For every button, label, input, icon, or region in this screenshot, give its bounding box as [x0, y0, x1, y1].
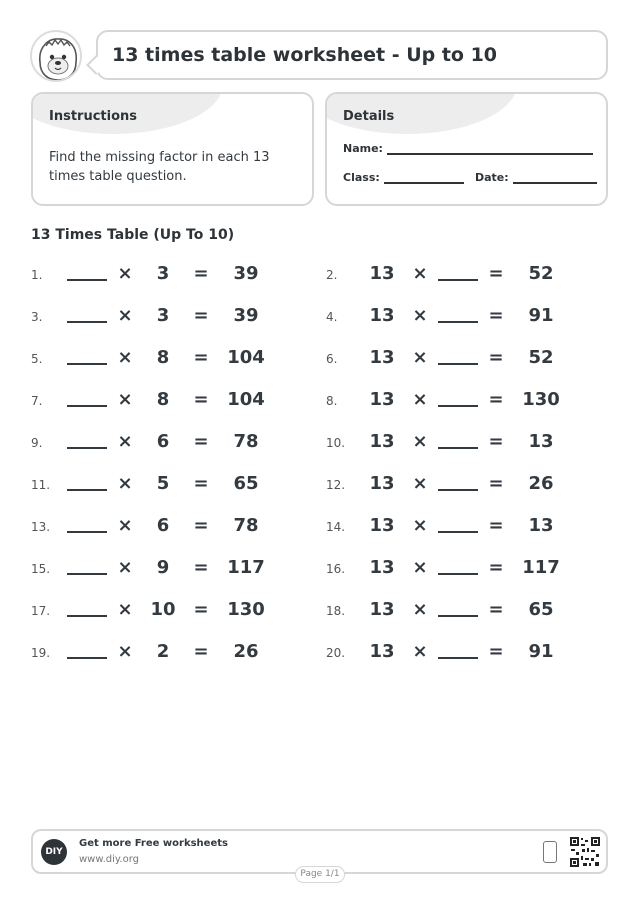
answer-blank[interactable]	[438, 615, 478, 617]
times-symbol: ×	[412, 557, 428, 578]
times-symbol: ×	[412, 389, 428, 410]
question-number: 1.	[31, 268, 43, 282]
equals-symbol: =	[193, 305, 209, 326]
page-title: 13 times table worksheet - Up to 10	[112, 44, 498, 66]
factor-b: 2	[156, 641, 170, 662]
question-number: 19.	[31, 646, 51, 660]
times-symbol: ×	[117, 305, 133, 326]
question-row	[31, 261, 311, 289]
times-symbol: ×	[117, 347, 133, 368]
product: 26	[233, 641, 259, 662]
question-number: 6.	[326, 352, 338, 366]
equals-symbol: =	[488, 641, 504, 662]
question-row	[326, 597, 606, 625]
times-symbol: ×	[412, 347, 428, 368]
answer-blank[interactable]	[438, 489, 478, 491]
factor-b: 3	[156, 305, 170, 326]
factor-a: 13	[369, 263, 395, 284]
answer-blank[interactable]	[67, 531, 107, 533]
equals-symbol: =	[488, 431, 504, 452]
question-number: 10.	[326, 436, 346, 450]
instructions-title: Instructions	[49, 109, 138, 124]
title-bubble	[96, 30, 608, 80]
times-symbol: ×	[117, 389, 133, 410]
name-line[interactable]	[387, 144, 593, 155]
answer-blank[interactable]	[67, 447, 107, 449]
question-row	[31, 387, 311, 415]
equals-symbol: =	[193, 431, 209, 452]
question-number: 3.	[31, 310, 43, 324]
product: 78	[233, 431, 259, 452]
factor-b: 8	[156, 389, 170, 410]
answer-blank[interactable]	[67, 573, 107, 575]
page-number: Page 1/1	[295, 866, 345, 883]
factor-a: 13	[369, 641, 395, 662]
question-number: 15.	[31, 562, 51, 576]
question-row	[326, 429, 606, 457]
answer-blank[interactable]	[67, 321, 107, 323]
question-number: 12.	[326, 478, 346, 492]
equals-symbol: =	[193, 515, 209, 536]
product: 117	[522, 557, 560, 578]
question-number: 14.	[326, 520, 346, 534]
answer-blank[interactable]	[438, 657, 478, 659]
question-number: 17.	[31, 604, 51, 618]
answer-blank[interactable]	[438, 531, 478, 533]
product: 65	[528, 599, 554, 620]
question-row	[326, 345, 606, 373]
factor-b: 8	[156, 347, 170, 368]
answer-blank[interactable]	[438, 447, 478, 449]
times-symbol: ×	[412, 431, 428, 452]
times-symbol: ×	[412, 263, 428, 284]
equals-symbol: =	[488, 515, 504, 536]
times-symbol: ×	[117, 431, 133, 452]
question-row	[31, 555, 311, 583]
question-row	[31, 345, 311, 373]
factor-b: 10	[150, 599, 176, 620]
answer-blank[interactable]	[67, 363, 107, 365]
product: 117	[227, 557, 265, 578]
equals-symbol: =	[488, 557, 504, 578]
answer-blank[interactable]	[438, 279, 478, 281]
equals-symbol: =	[488, 347, 504, 368]
footer-url[interactable]: www.diy.org	[79, 854, 139, 865]
question-number: 16.	[326, 562, 346, 576]
factor-b: 6	[156, 515, 170, 536]
question-row	[326, 555, 606, 583]
factor-a: 13	[369, 305, 395, 326]
equals-symbol: =	[488, 389, 504, 410]
answer-blank[interactable]	[67, 615, 107, 617]
equals-symbol: =	[193, 347, 209, 368]
answer-blank[interactable]	[438, 405, 478, 407]
question-row	[326, 387, 606, 415]
section-title: 13 Times Table (Up To 10)	[31, 227, 235, 243]
times-symbol: ×	[412, 641, 428, 662]
question-number: 13.	[31, 520, 51, 534]
product: 13	[528, 515, 554, 536]
question-number: 20.	[326, 646, 346, 660]
question-row	[326, 303, 606, 331]
times-symbol: ×	[117, 263, 133, 284]
equals-symbol: =	[488, 263, 504, 284]
product: 104	[227, 347, 265, 368]
factor-a: 13	[369, 389, 395, 410]
product: 91	[528, 641, 554, 662]
question-number: 7.	[31, 394, 43, 408]
times-symbol: ×	[412, 473, 428, 494]
times-symbol: ×	[117, 599, 133, 620]
class-field[interactable]	[343, 171, 464, 184]
question-number: 2.	[326, 268, 338, 282]
date-label: Date:	[475, 171, 509, 184]
times-symbol: ×	[117, 473, 133, 494]
factor-b: 6	[156, 431, 170, 452]
equals-symbol: =	[193, 263, 209, 284]
product: 104	[227, 389, 265, 410]
factor-a: 13	[369, 347, 395, 368]
question-row	[31, 429, 311, 457]
answer-blank[interactable]	[438, 363, 478, 365]
equals-symbol: =	[193, 599, 209, 620]
footer-title: Get more Free worksheets	[79, 838, 228, 849]
product: 52	[528, 263, 554, 284]
question-row	[31, 513, 311, 541]
product: 130	[522, 389, 560, 410]
times-symbol: ×	[412, 305, 428, 326]
instructions-card	[31, 92, 314, 206]
class-label: Class:	[343, 171, 380, 184]
details-card	[325, 92, 608, 206]
name-field[interactable]	[343, 142, 593, 155]
question-number: 9.	[31, 436, 43, 450]
question-row	[326, 513, 606, 541]
question-row	[31, 471, 311, 499]
question-row	[326, 639, 606, 667]
mascot-face-icon	[30, 30, 82, 82]
class-line[interactable]	[384, 173, 464, 184]
answer-blank[interactable]	[67, 405, 107, 407]
factor-b: 3	[156, 263, 170, 284]
answer-blank[interactable]	[67, 279, 107, 281]
phone-icon	[543, 841, 557, 863]
equals-symbol: =	[193, 473, 209, 494]
details-title: Details	[343, 109, 395, 124]
question-row	[31, 639, 311, 667]
factor-a: 13	[369, 515, 395, 536]
equals-symbol: =	[193, 641, 209, 662]
times-symbol: ×	[412, 599, 428, 620]
answer-blank[interactable]	[67, 657, 107, 659]
question-row	[326, 471, 606, 499]
product: 26	[528, 473, 554, 494]
factor-a: 13	[369, 431, 395, 452]
equals-symbol: =	[193, 557, 209, 578]
product: 39	[233, 305, 259, 326]
qr-code-icon	[569, 836, 601, 868]
factor-b: 9	[156, 557, 170, 578]
times-symbol: ×	[412, 515, 428, 536]
times-symbol: ×	[117, 515, 133, 536]
question-number: 5.	[31, 352, 43, 366]
equals-symbol: =	[488, 305, 504, 326]
product: 78	[233, 515, 259, 536]
name-label: Name:	[343, 142, 383, 155]
question-row	[326, 261, 606, 289]
equals-symbol: =	[488, 599, 504, 620]
product: 130	[227, 599, 265, 620]
question-number: 11.	[31, 478, 51, 492]
factor-b: 5	[156, 473, 170, 494]
question-number: 4.	[326, 310, 338, 324]
date-line[interactable]	[513, 173, 597, 184]
factor-a: 13	[369, 473, 395, 494]
question-row	[31, 597, 311, 625]
product: 52	[528, 347, 554, 368]
answer-blank[interactable]	[438, 573, 478, 575]
factor-a: 13	[369, 557, 395, 578]
times-symbol: ×	[117, 641, 133, 662]
product: 65	[233, 473, 259, 494]
equals-symbol: =	[488, 473, 504, 494]
product: 39	[233, 263, 259, 284]
date-field[interactable]	[475, 171, 597, 184]
answer-blank[interactable]	[67, 489, 107, 491]
question-row	[31, 303, 311, 331]
instructions-text: Find the missing factor in each 13 times table question.	[49, 150, 270, 184]
product: 13	[528, 431, 554, 452]
times-symbol: ×	[117, 557, 133, 578]
question-number: 18.	[326, 604, 346, 618]
question-number: 8.	[326, 394, 338, 408]
factor-a: 13	[369, 599, 395, 620]
equals-symbol: =	[193, 389, 209, 410]
diy-logo: DIY	[41, 839, 67, 865]
product: 91	[528, 305, 554, 326]
answer-blank[interactable]	[438, 321, 478, 323]
